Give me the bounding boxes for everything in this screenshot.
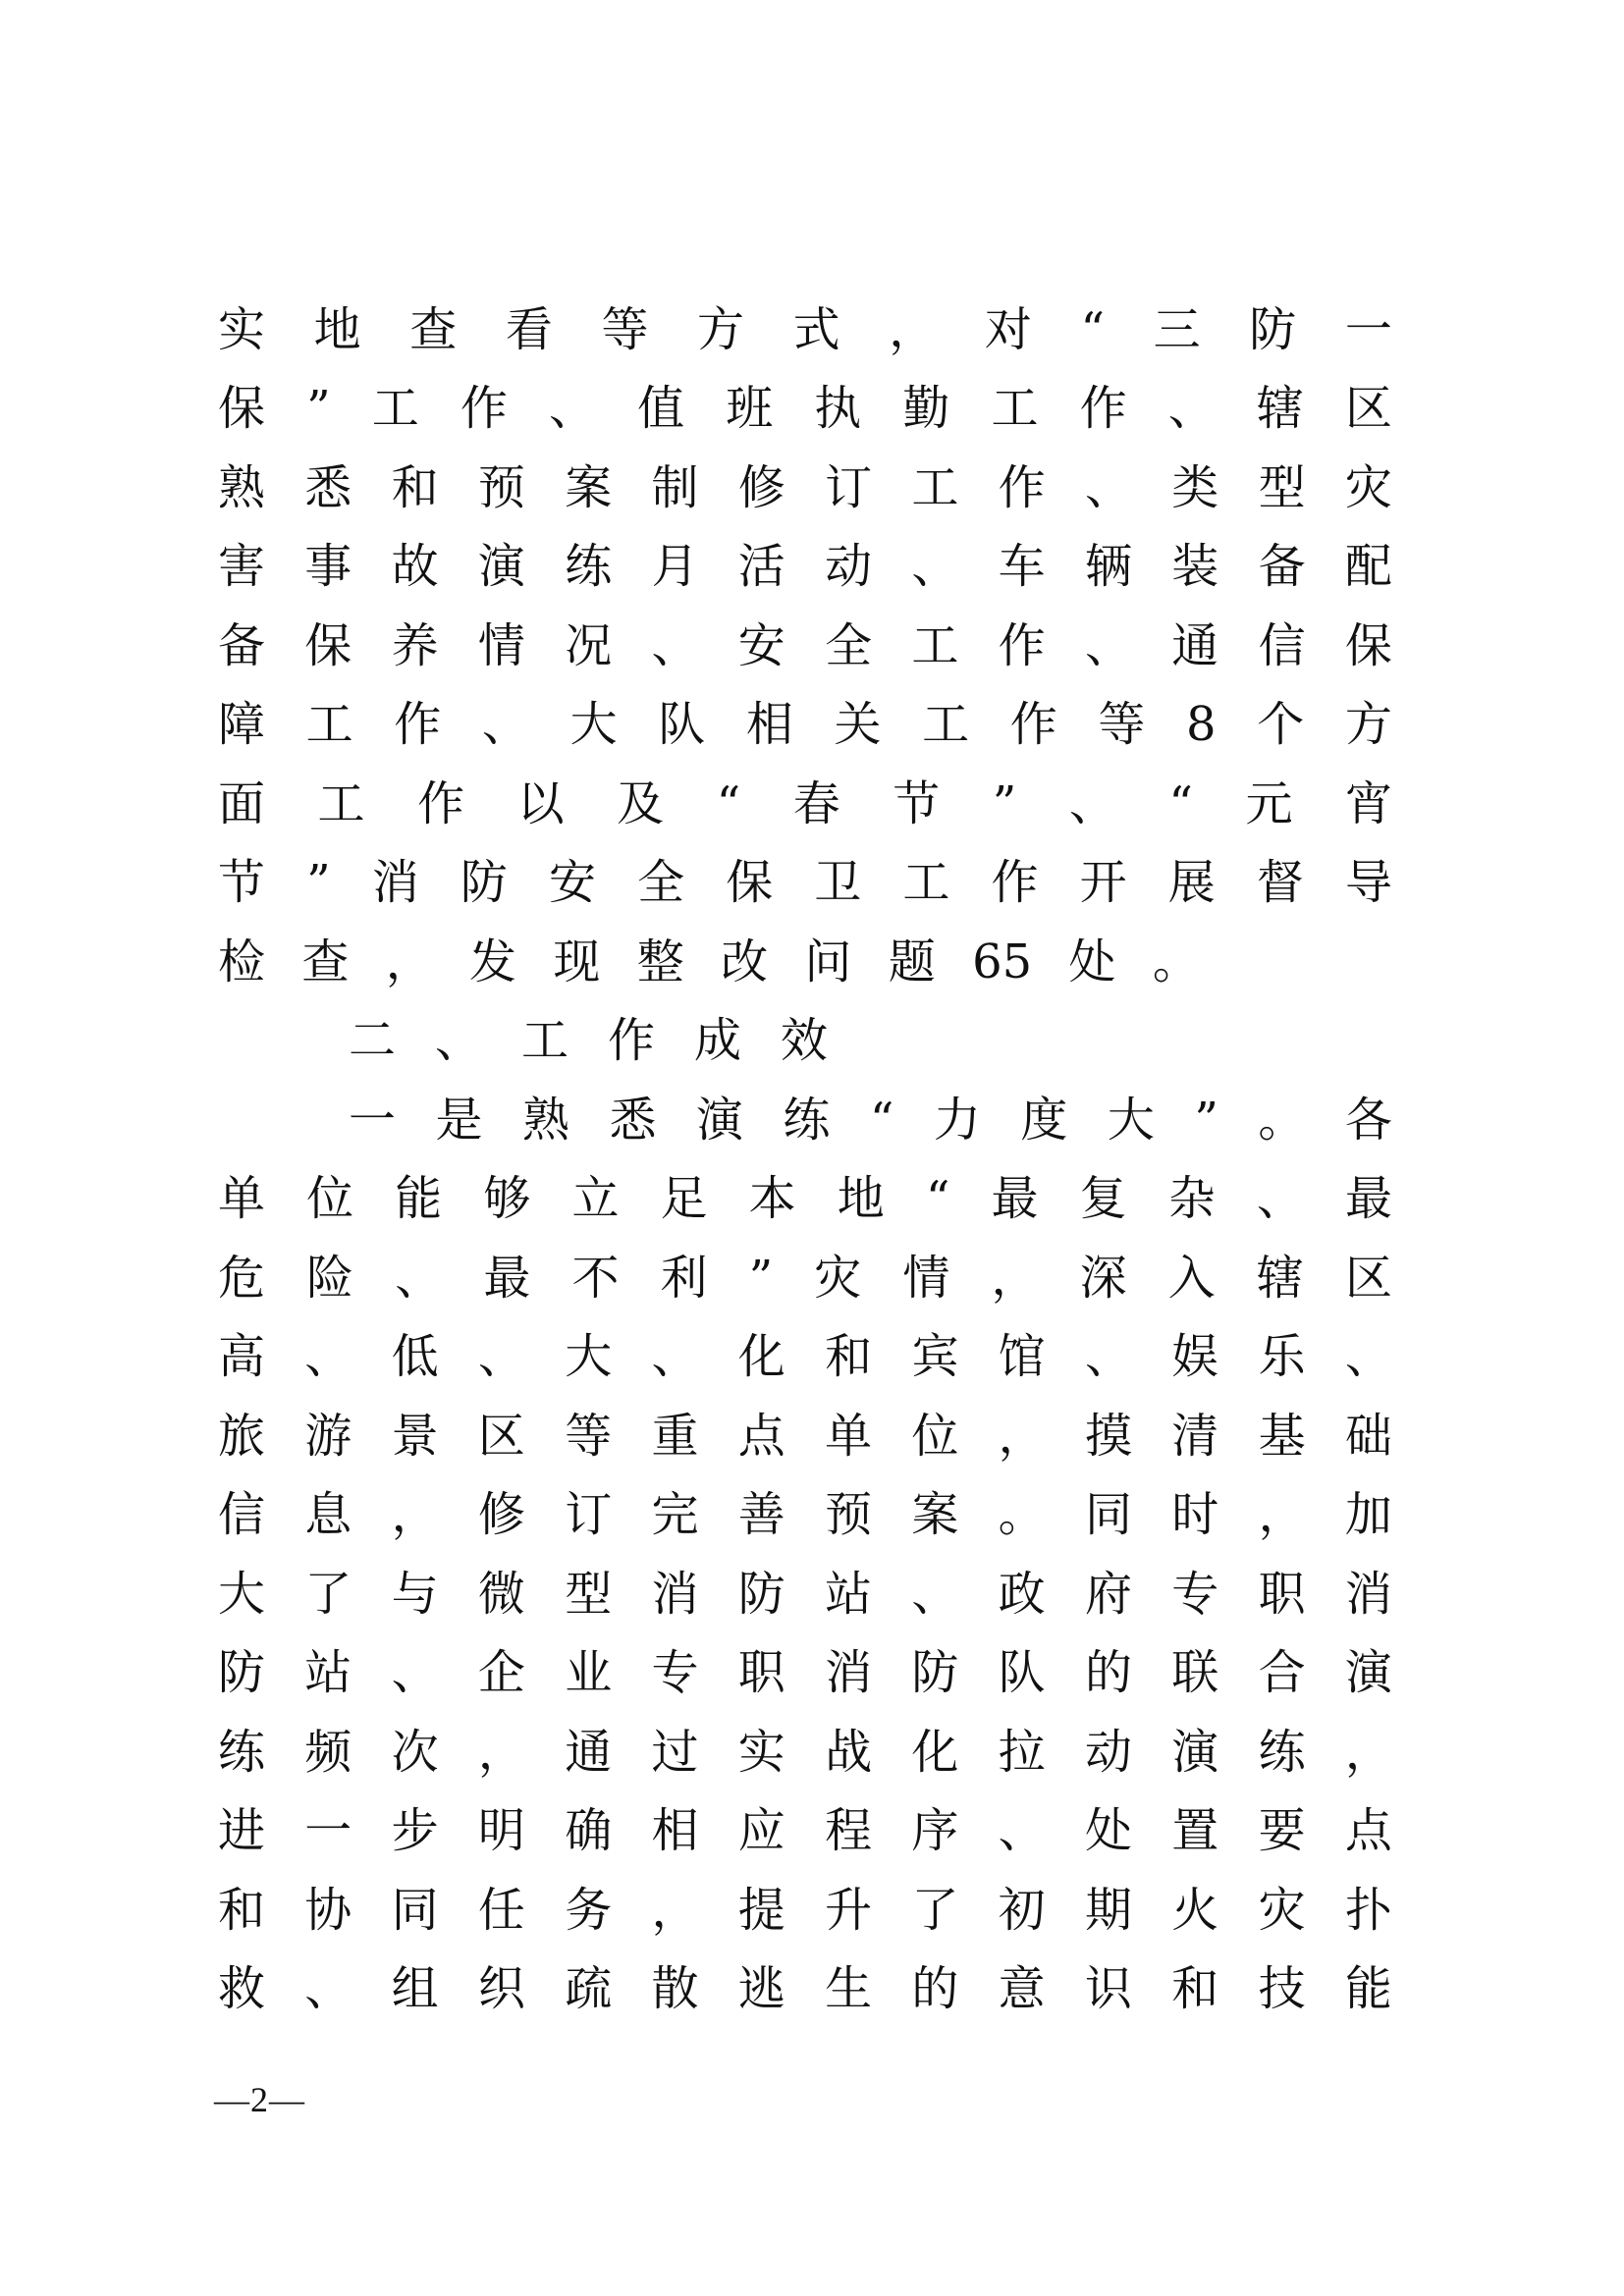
body-line-6: 障 工 作 、 大 队 相 关 工 作 等 8 个 方	[218, 697, 1392, 752]
body-line-19: 练 频 次 ， 通 过 实 战 化 拉 动 演 练 ，	[218, 1725, 1392, 1780]
section-heading: 二 、 工 作 成 效	[349, 1013, 828, 1068]
body-line-17: 大 了 与 微 型 消 防 站 、 政 府 专 职 消	[218, 1567, 1392, 1622]
body-line-13: 危 险 、 最 不 利 ” 灾 情 ， 深 入 辖 区	[218, 1251, 1392, 1306]
body-line-8: 节 ” 消 防 安 全 保 卫 工 作 开 展 督 导	[218, 855, 1392, 910]
body-line-22: 救 、 组 织 疏 散 逃 生 的 意 识 和 技 能	[218, 1961, 1392, 2016]
body-line-3: 熟 悉 和 预 案 制 修 订 工 作 、 类 型 灾	[218, 460, 1392, 515]
body-line-7: 面 工 作 以 及 “ 春 节 ” 、 “ 元 宵	[218, 776, 1392, 831]
body-line-18: 防 站 、 企 业 专 职 消 防 队 的 联 合 演	[218, 1645, 1392, 1700]
body-line-16: 信 息 ， 修 订 完 善 预 案 。 同 时 ， 加	[218, 1487, 1392, 1542]
body-line-15: 旅 游 景 区 等 重 点 单 位 ， 摸 清 基 础	[218, 1409, 1392, 1464]
page-number: —2—	[214, 2080, 305, 2119]
body-line-2: 保 ” 工 作 、 值 班 执 勤 工 作 、 辖 区	[218, 381, 1392, 436]
body-line-20: 进 一 步 明 确 相 应 程 序 、 处 置 要 点	[218, 1803, 1392, 1858]
body-line-1: 实 地 查 看 等 方 式 ， 对 “ 三 防 一	[218, 302, 1392, 357]
body-line-4: 害 事 故 演 练 月 活 动 、 车 辆 装 备 配	[218, 539, 1392, 594]
body-line-9: 检 查 ， 发 现 整 改 问 题 65 处 。	[218, 934, 1200, 989]
body-line-14: 高 、 低 、 大 、 化 和 宾 馆 、 娱 乐 、	[218, 1329, 1392, 1384]
body-line-11: 一 是 熟 悉 演 练 “ 力 度 大 ” 。 各	[349, 1093, 1392, 1148]
body-line-5: 备 保 养 情 况 、 安 全 工 作 、 通 信 保	[218, 618, 1392, 673]
body-line-21: 和 协 同 任 务 ， 提 升 了 初 期 火 灾 扑	[218, 1883, 1392, 1938]
body-line-12: 单 位 能 够 立 足 本 地 “ 最 复 杂 、 最	[218, 1171, 1392, 1226]
